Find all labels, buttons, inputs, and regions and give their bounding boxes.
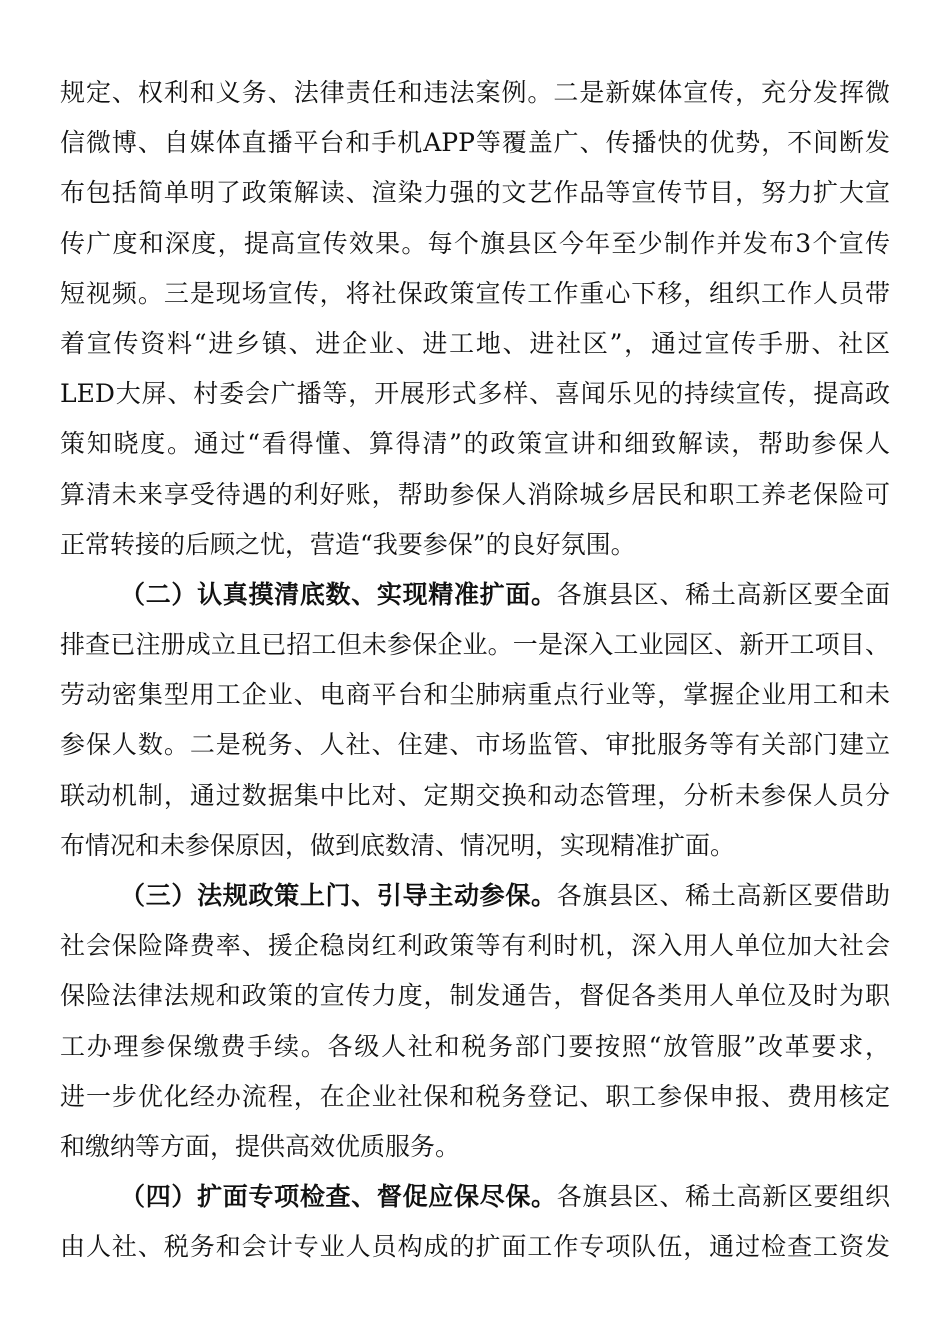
text-line: 布情况和未参保原因，做到底数清、情况明，实现精准扩面。 bbox=[60, 830, 736, 860]
text-line: 和缴纳等方面，提供高效优质服务。 bbox=[60, 1131, 461, 1161]
text-line: 排查已注册成立且已招工但未参保企业。一是深入工业园区、新开工项目、 bbox=[60, 630, 890, 660]
text-line: 正常转接的后顾之忧，营造“我要参保”的良好氛围。 bbox=[60, 529, 636, 559]
text-line: 社会保险降费率、援企稳岗红利政策等有利时机，深入用人单位加大社会 bbox=[60, 931, 890, 961]
text-line bbox=[60, 570, 890, 620]
text-line: 劳动密集型用工企业、电商平台和尘肺病重点行业等，掌握企业用工和未 bbox=[60, 680, 890, 710]
paragraph-section-3 bbox=[60, 871, 890, 1172]
text-line: 进一步优化经办流程，在企业社保和税务登记、职工参保申报、费用核定 bbox=[60, 1081, 890, 1111]
text-line: 算清未来享受待遇的利好账，帮助参保人消除城乡居民和职工养老保险可 bbox=[60, 479, 890, 509]
text-line: 传广度和深度，提高宣传效果。每个旗县区今年至少制作并发布3个宣传 bbox=[60, 228, 890, 258]
text-line: 由人社、税务和会计专业人员构成的扩面工作专项队伍，通过检查工资发 bbox=[60, 1232, 890, 1262]
text-line: 联动机制，通过数据集中比对、定期交换和动态管理，分析未参保人员分 bbox=[60, 780, 890, 810]
text-line: LED大屏、村委会广播等，开展形式多样、喜闻乐见的持续宣传，提高政 bbox=[60, 379, 890, 409]
text-line: 保险法律法规和政策的宣传力度，制发通告，督促各类用人单位及时为职 bbox=[60, 981, 890, 1011]
text-line: 策知晓度。通过“看得懂、算得清”的政策宣讲和细致解读，帮助参保人 bbox=[60, 429, 890, 459]
text-line: 短视频。三是现场宣传，将社保政策宣传工作重心下移，组织工作人员带 bbox=[60, 278, 890, 308]
text-line: 工办理参保缴费手续。各级人社和税务部门要按照“放管服”改革要求， bbox=[60, 1031, 890, 1061]
text-span: 各旗县区、稀土高新区要借助 bbox=[556, 881, 890, 910]
section-heading: （三）法规政策上门、引导主动参保。 bbox=[120, 881, 557, 910]
paragraph-section-4 bbox=[60, 1172, 890, 1272]
text-line bbox=[60, 871, 890, 921]
text-line: 规定、权利和义务、法律责任和违法案例。二是新媒体宣传，充分发挥微 bbox=[60, 78, 890, 107]
section-heading: （四）扩面专项检查、督促应保尽保。 bbox=[120, 1182, 557, 1212]
text-line: 信微博、自媒体直播平台和手机APP等覆盖广、传播快的优势，不间断发 bbox=[60, 128, 890, 158]
text-span: 各旗县区、稀土高新区要组织 bbox=[556, 1182, 890, 1212]
text-span: 各旗县区、稀土高新区要全面 bbox=[556, 579, 890, 609]
section-heading: （二）认真摸清底数、实现精准扩面。 bbox=[120, 579, 557, 609]
text-line: 布包括简单明了政策解读、渲染力强的文艺作品等宣传节目，努力扩大宣 bbox=[60, 178, 890, 208]
document-body bbox=[60, 68, 890, 1273]
text-line: 参保人数。二是税务、人社、住建、市场监管、审批服务等有关部门建立 bbox=[60, 730, 890, 760]
paragraph-section-2 bbox=[60, 570, 890, 871]
text-line bbox=[60, 1172, 890, 1222]
text-line: 着宣传资料“进乡镇、进企业、进工地、进社区”，通过宣传手册、社区 bbox=[60, 328, 890, 358]
paragraph-publicity bbox=[60, 68, 890, 570]
